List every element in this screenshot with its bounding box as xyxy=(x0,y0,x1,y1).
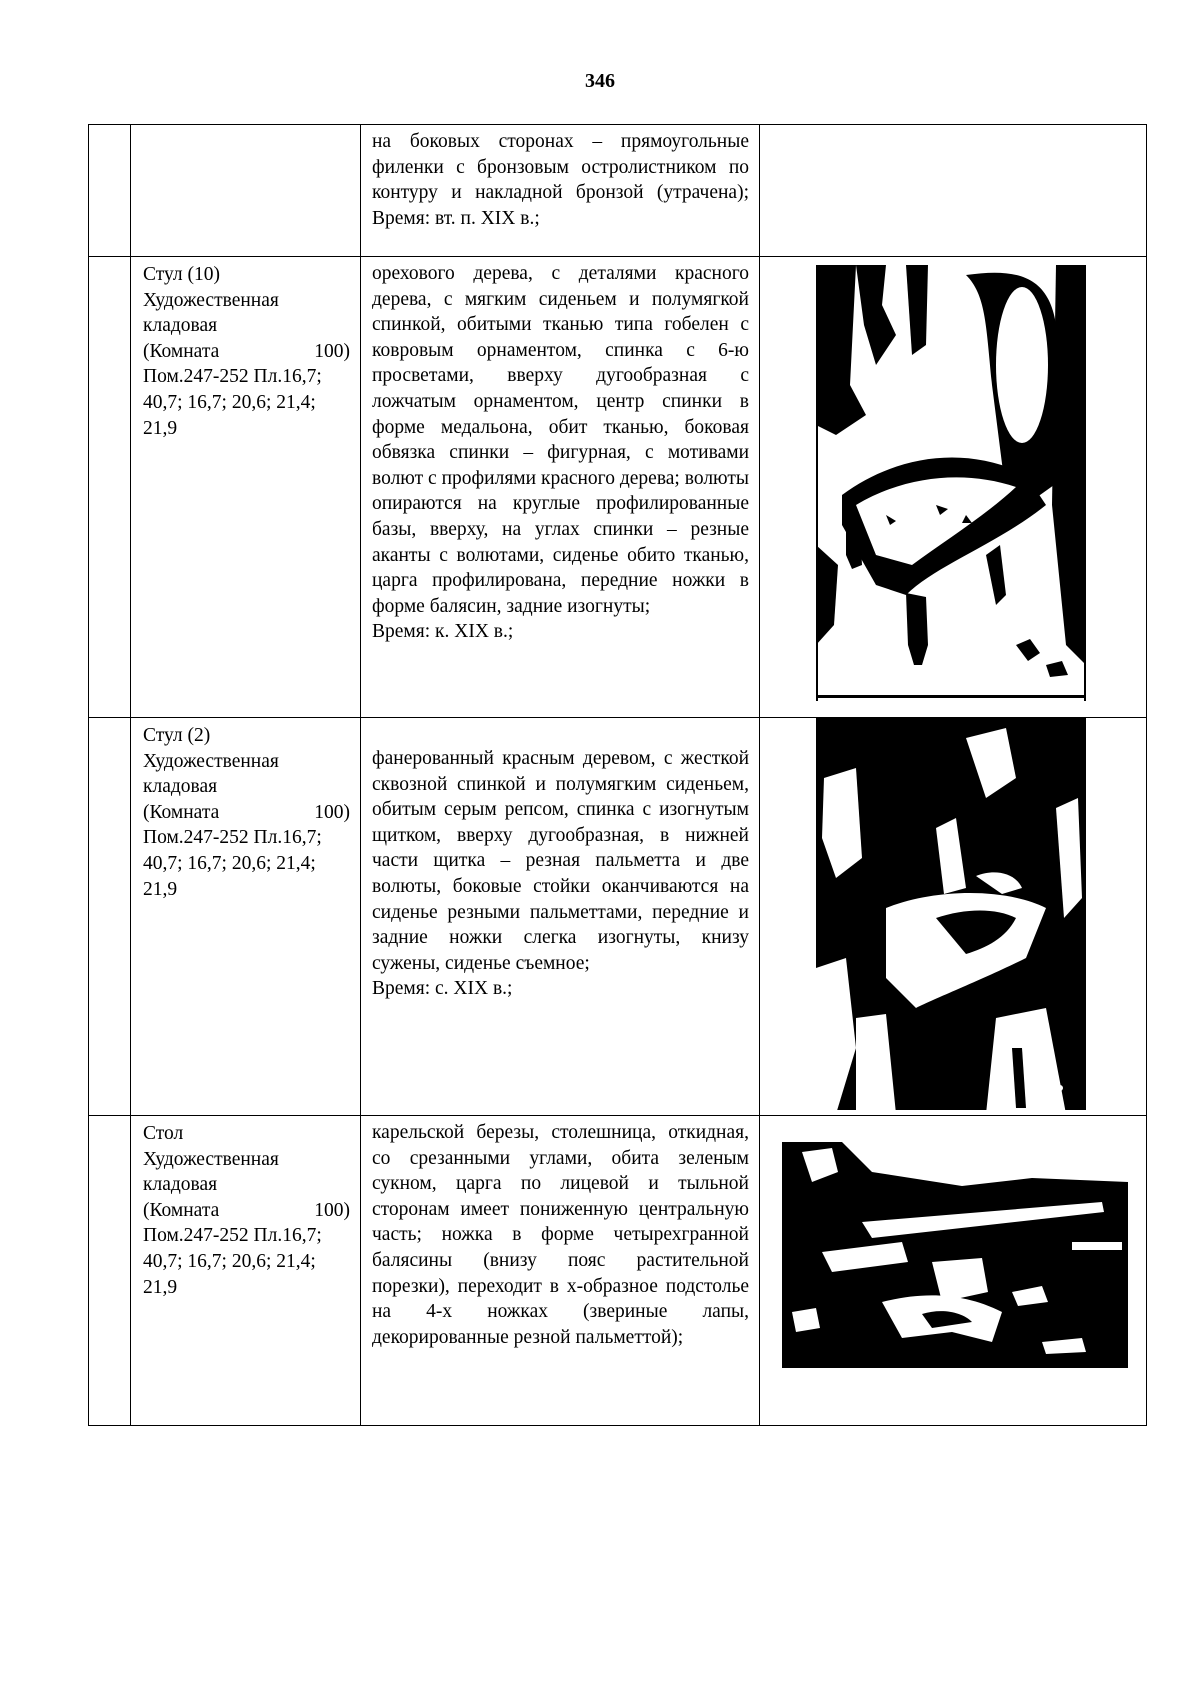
item-time: Время: к. XIX в.; xyxy=(372,621,514,643)
chair-photo xyxy=(816,265,1086,701)
table-photo xyxy=(782,1142,1128,1368)
areas: 40,7; 16,7; 20,6; 21,4; xyxy=(143,852,316,874)
description-cell xyxy=(361,1116,760,1426)
photo-cell xyxy=(760,257,1147,718)
room-number: 100) xyxy=(314,1199,350,1221)
photo-cell xyxy=(760,125,1147,257)
item-place: Художественная кладовая xyxy=(143,1148,279,1196)
description-cell xyxy=(361,257,760,718)
room-label: (Комната xyxy=(143,1199,220,1221)
name-cell xyxy=(131,1116,361,1426)
item-title: Стул (10) xyxy=(143,264,221,285)
table-row xyxy=(89,257,1147,718)
item-description: на боковых сторонах – прямоугольные филенки с бронзовым остролистником по контуру и накладной бронзой (утрачена); Время: вт. п. XIX в.; xyxy=(372,131,749,229)
name-cell xyxy=(131,718,361,1116)
room-number: 100) xyxy=(314,340,350,362)
name-cell xyxy=(131,257,361,718)
room-label: (Комната xyxy=(143,340,220,362)
item-description: карельской березы, столешница, откидная, со срезанными углами, обита зеленым сукном, царга по лицевой и тыльной сторонам имеет пониженную центральную часть; ножка в форме четырехгранной балясины (внизу пояс растительной порезки), переходит в х-образное подстолье на 4-х ножках (звериные лапы, декорированные резной пальметтой); xyxy=(372,1122,749,1348)
room-label: (Комната xyxy=(143,801,220,823)
table-row xyxy=(89,125,1147,257)
table-row xyxy=(89,1116,1147,1426)
description-cell xyxy=(361,125,760,257)
item-description: фанерованный красным деревом, с жесткой сквозной спинкой и полумягким сиденьем, обитым серым репсом, спинка с изогнутым щитком, вверху дугообразная, в нижней части щитка – резная пальметта и две волюты, боковые стойки оканчиваются на сиденье резными пальметтами, передние и задние ножки слегка изогнуты, книзу сужены, сиденье съемное; xyxy=(372,748,749,974)
premises: Пом.247-252 Пл.16,7; xyxy=(143,827,322,849)
item-description: орехового дерева, с деталями красного дерева, с мягким сиденьем и полумягкой спинкой, обитыми тканью типа гобелен с ковровым орнаментом, спинка с 6-ю просветами, вверху дугообразная с ложчатым орнаментом, центр спинки в форме медальона, обит тканью, боковая обвязка спинки – фигурная, с мотивами волют с профилями красного дерева; волюты опираются на круглые профилированные базы, вверху, на углах спинки – резные аканты с волютами, сиденье обито тканью, царга профилирована, передние ножки в форме балясин, задние изогнуты; xyxy=(372,263,749,617)
photo-cell xyxy=(760,1116,1147,1426)
areas-end: 21,9 xyxy=(143,878,178,900)
index-cell xyxy=(89,257,131,718)
room-number: 100) xyxy=(314,801,350,823)
areas-end: 21,9 xyxy=(143,1276,178,1298)
areas: 40,7; 16,7; 20,6; 21,4; xyxy=(143,1250,316,1272)
name-cell xyxy=(131,125,361,257)
photo-cell xyxy=(760,718,1147,1116)
index-cell xyxy=(89,125,131,257)
item-place: Художественная кладовая xyxy=(143,289,279,337)
chair-photo xyxy=(816,718,1086,1114)
table-row xyxy=(89,718,1147,1116)
item-title: Стул (2) xyxy=(143,725,211,746)
index-cell xyxy=(89,1116,131,1426)
areas-end: 21,9 xyxy=(143,417,178,439)
description-cell xyxy=(361,718,760,1116)
item-time: Время: с. XIX в.; xyxy=(372,978,513,1000)
premises: Пом.247-252 Пл.16,7; xyxy=(143,366,322,388)
item-place: Художественная кладовая xyxy=(143,750,279,798)
page-number: 346 xyxy=(585,70,615,92)
areas: 40,7; 16,7; 20,6; 21,4; xyxy=(143,391,316,413)
item-title: Стол xyxy=(143,1123,184,1144)
premises: Пом.247-252 Пл.16,7; xyxy=(143,1225,322,1247)
index-cell xyxy=(89,718,131,1116)
inventory-table xyxy=(88,124,1147,1426)
